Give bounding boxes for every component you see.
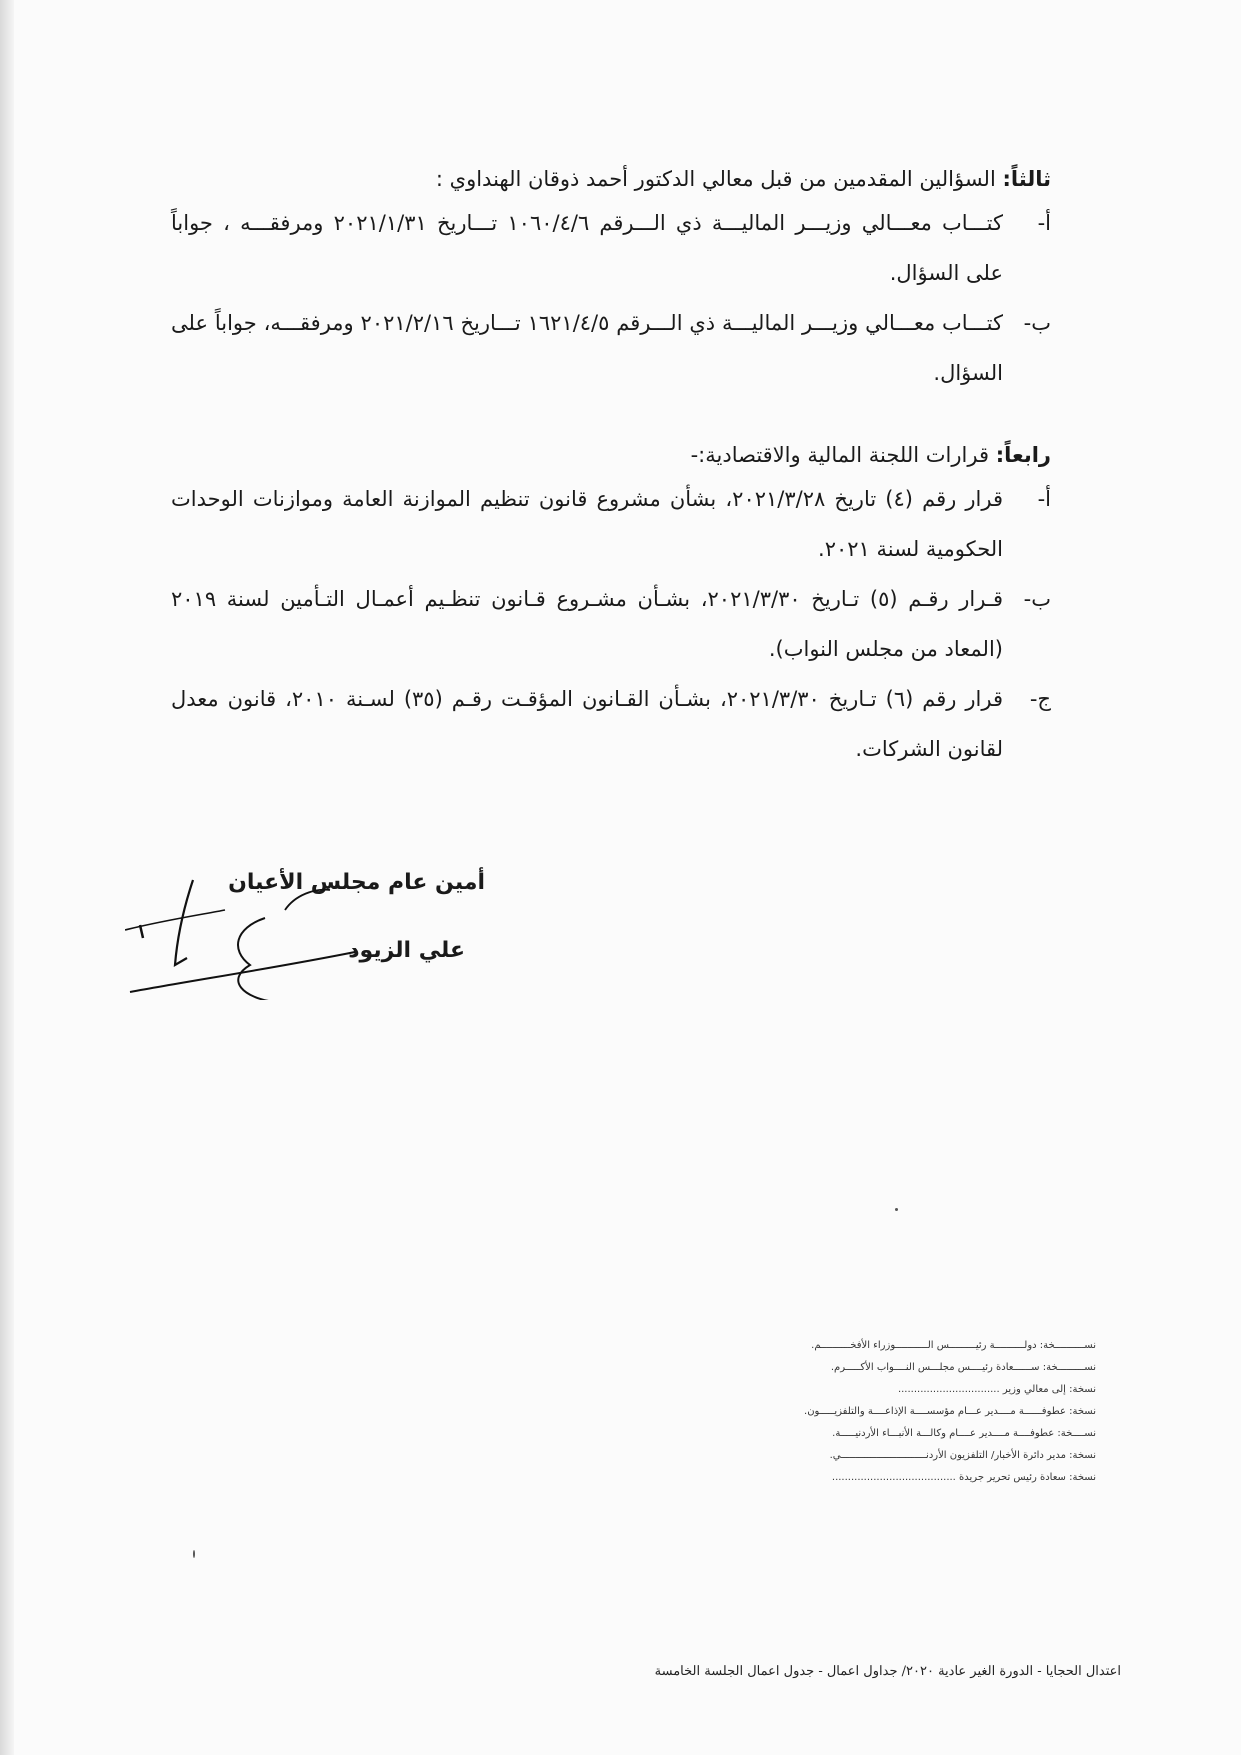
list-item-marker: أ- [1037,487,1051,511]
signature-block [125,870,485,1000]
list-item-text: كتـــاب معـــالي وزيـــر الماليـــة ذي الـــرقم ١٠٦٠/٤/٦ تـــاريخ ٢٠٢١/١/٣١ ومرفقـــه ، جواباً على السؤال. [171,211,1003,285]
section-heading-label: ثالثاً: [1002,167,1051,191]
copy-line: نسخة: سعادة رئيس تحرير جريدة ....................................... [831,1472,1096,1483]
list-item-text: قرار رقم (٤) تاريخ ٢٠٢١/٣/٢٨، بشأن مشروع قانون تنظيم الموازنة العامة وموازنات الوحدات الحكومية لسنة ٢٠٢١. [171,487,1003,561]
scan-speck [193,1550,195,1558]
scan-speck [895,1208,898,1211]
copy-line: نسخة: إلى معالي وزير ................................ [897,1384,1096,1395]
copy-line: نســـــــــخة: ســــــعادة رئيــــس مجلـــس النــــواب الأكـــــرم. [830,1362,1096,1373]
list-item-text: قـرار رقـم (٥) تـاريخ ٢٠٢١/٣/٣٠، بشـأن مشـروع قـانون تنظـيم أعمـال التـأمين لسنة ٢٠١٩ (المعاد من مجلس النواب). [171,587,1004,661]
list-item-text: كتـــاب معـــالي وزيـــر الماليـــة ذي الـــرقم ١٦٢١/٤/٥ تـــاريخ ٢٠٢١/٢/١٦ ومرفقـــه، جواباً على السؤال. [171,311,1003,385]
section-heading-text: قرارات اللجنة المالية والاقتصادية:- [690,443,989,467]
section-third [171,160,1051,398]
signatory-title: أمين عام مجلس الأعيان [228,870,485,895]
copy-line: نسخة: مدير دائرة الأخبار/ التلفزيون الأردنـــــــــــــــــــــــــــــي. [829,1450,1096,1461]
list-item-marker: أ- [1037,211,1051,235]
section-fourth [171,436,1051,774]
list-item-marker: ب- [1023,311,1051,335]
section-heading [171,160,1051,198]
footer-reference: اعتدال الحجايا - الدورة الغير عادية ٢٠٢٠/ جداول اعمال - جدول اعمال الجلسة الخامسة [654,1664,1121,1679]
copy-line: نســــــــــخة: دولــــــــــة رئيـــــــــس الـــــــــــوزراء الأفخــــــــــم. [811,1340,1096,1351]
section-heading-text: السؤالين المقدمين من قبل معالي الدكتور أحمد ذوقان الهنداوي : [435,167,996,191]
section-heading [171,436,1051,474]
list-item [171,198,1051,298]
list-item-marker: ج- [1029,687,1051,711]
copy-line: نسخة: عطوفــــــة مــــدير عـــام مؤسســــة الإذاعــــة والتلفزيـــــون. [804,1406,1096,1417]
scan-shadow-edge [0,0,14,1755]
copy-line: نســــخة: عطوفــــة مــــدير عــــام وكالـــة الأنبـــاء الأردنيـــــة. [832,1428,1096,1439]
signatory-name: علي الزيود [348,938,465,963]
list-item [171,298,1051,398]
copies-list [656,1335,1096,1489]
handwritten-signature [125,870,485,1000]
list-item-marker: ب- [1023,587,1051,611]
section-heading-label: رابعاً: [995,443,1051,467]
list-item [171,574,1051,674]
list-item-text: قرار رقم (٦) تـاريخ ٢٠٢١/٣/٣٠، بشـأن القـانون المؤقـت رقـم (٣٥) لسـنة ٢٠١٠، قانون معدل لقانون الشركات. [171,687,1003,761]
list-item [171,674,1051,774]
document-body [171,160,1051,812]
list-item [171,474,1051,574]
